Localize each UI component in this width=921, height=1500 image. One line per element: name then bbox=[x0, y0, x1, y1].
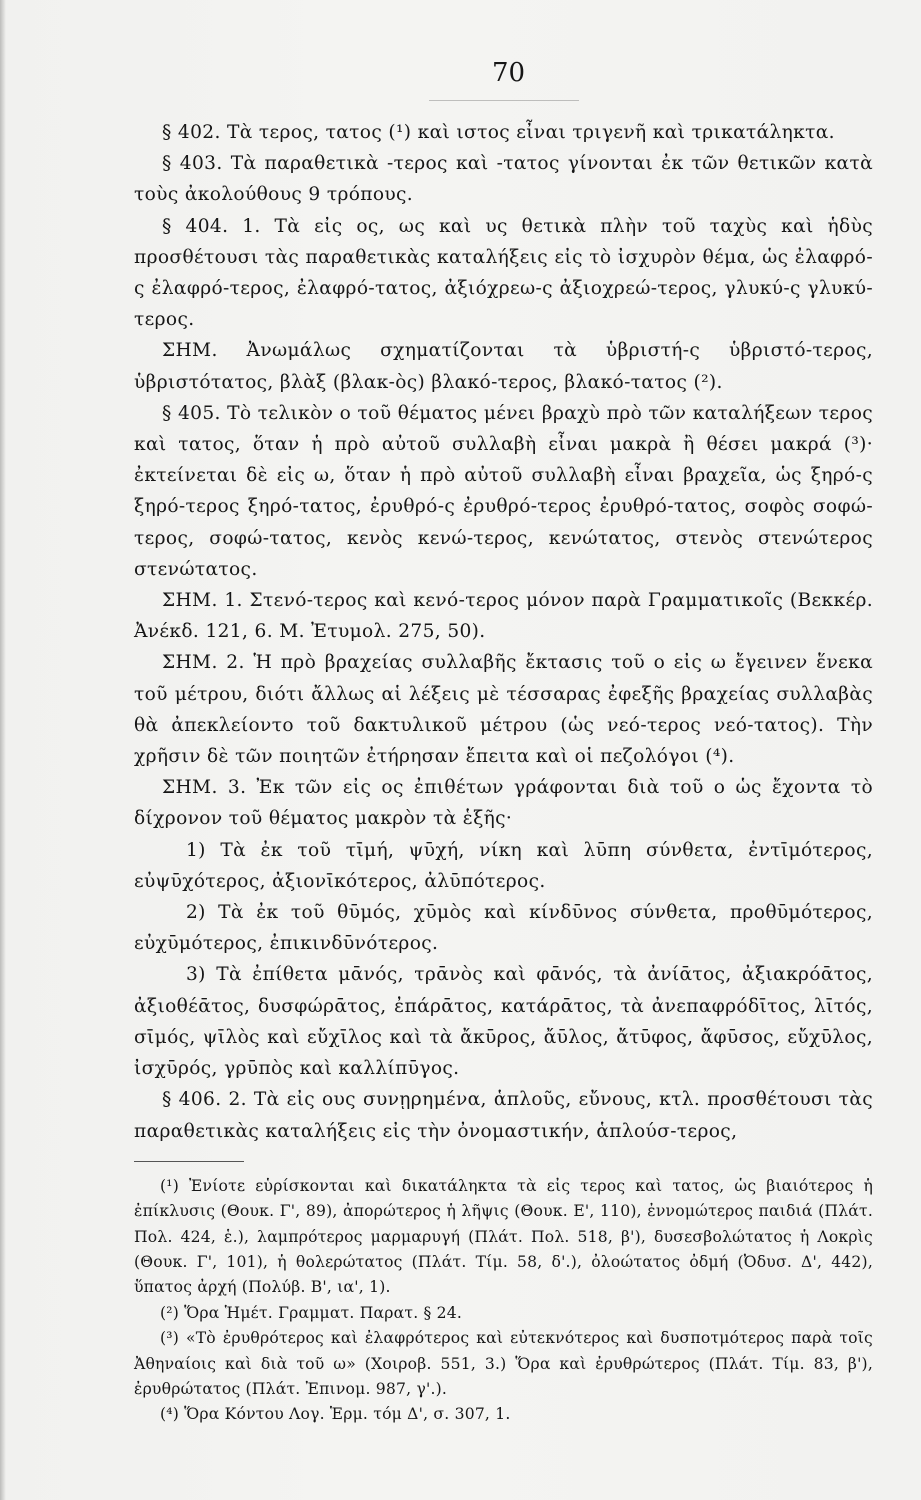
paragraph-405: § 405. Τὸ τελικὸν ο τοῦ θέματος μένει βραχὺ πρὸ τῶν καταλήξεων τερος καὶ τατος, ὅταν ἡ πρὸ αὐτοῦ συλλαβὴ εἶναι μακρὰ ἢ θέσει μακρά (³)· ἐκτείνεται δὲ εἰς ω, ὅταν ἡ πρὸ αὐτοῦ συλλαβὴ εἶναι βραχεῖα, ὡς ξηρό-ς ξηρό-τερος ξηρό-τατος, ἐρυθρό-ς ἐρυθρό-τερος ἐρυθρό-τατος, σοφὸς σοφώ-τερος, σοφώ-τατος, κενὸς κενώ-τερος, κενώτατος, στενὸς στενώτερος στενώτατος. bbox=[134, 402, 873, 580]
list-item-3: 3) Τὰ ἐπίθετα μᾱνός, τρᾱνὸς καὶ φᾱνός, τὰ ἀνίᾱτος, ἀξιακρόᾱτος, ἀξιοθέᾱτος, δυσφώρᾱτος, ἐπάρᾱτος, κατάρᾱτος, τὰ ἀνεπαφρόδῑτος, λῑτός, σῑμός, ψῑλὸς καὶ εὔχῑλος καὶ τὰ ἄκῡρος, ἄῡλος, ἄτῡφος, ἄφῡσος, εὔχῡλος, ἰσχῡρός, γρῡπὸς καὶ καλλίπῡγος. bbox=[134, 964, 873, 1080]
page-gutter-shadow bbox=[0, 0, 6, 1500]
paragraph-403: § 403. Τὰ παραθετικὰ -τερος καὶ -τατος γίνονται ἐκ τῶν θετικῶν κατὰ τοὺς ἀκολούθους 9 τρόπους. bbox=[134, 153, 873, 206]
footnote-3: (³) «Τὸ ἐρυθρότερος καὶ ἐλαφρότερος καὶ εὐτεκνότερος καὶ δυσποτμότερος παρὰ τοῖς Ἀθηναίοις καὶ διὰ τοῦ ω» (Χοιροβ. 551, 3.) Ὅρα καὶ ἐρυθρώτερος (Πλάτ. Τίμ. 83, β'), ἐρυθρώτατος (Πλάτ. Ἐπινομ. 987, γ'.). bbox=[134, 1329, 873, 1398]
paragraph-402: § 402. Τὰ τερος, τατος (¹) καὶ ιστος εἶναι τριγενῆ καὶ τρικατάληκτα. bbox=[162, 122, 835, 143]
footnote-2: (²) Ὅρα Ἡμέτ. Γραμματ. Παρατ. § 24. bbox=[160, 1303, 463, 1322]
list-item-1: 1) Τὰ ἐκ τοῦ τῑμή, ψῡχή, νίκη καὶ λῡπη σύνθετα, ἐντῑμότερος, εὐψῡχότερος, ἀξιονῑκότερος, ἀλῡπότερος. bbox=[134, 839, 873, 892]
note-405-3: ΣΗΜ. 3. Ἐκ τῶν εἰς ος ἐπιθέτων γράφονται διὰ τοῦ ο ὡς ἔχοντα τὸ δίχρονον τοῦ θέματος μακρὸν τὰ ἑξῆς· bbox=[134, 777, 873, 830]
note-405-1: ΣΗΜ. 1. Στενό-τερος καὶ κενό-τερος μόνον παρὰ Γραμματικοῖς (Βεκκέρ. Ἀνέκδ. 121, 6. Μ. Ἐτυμολ. 275, 50). bbox=[134, 590, 873, 643]
note-404: ΣΗΜ. Ἀνωμάλως σχηματίζονται τὰ ὑβριστή-ς ὑβριστό-τερος, ὑβριστότατος, βλὰξ (βλακ-ὸς) βλακό-τερος, βλακό-τατος (²). bbox=[134, 340, 873, 393]
page-number: 70 bbox=[491, 58, 526, 88]
note-405-2: ΣΗΜ. 2. Ἡ πρὸ βραχείας συλλαβῆς ἔκτασις τοῦ ο εἰς ω ἔγεινεν ἕνεκα τοῦ μέτρου, διότι ἄλλως αἱ λέξεις μὲ τέσσαρας ἐφεξῆς βραχείας συλλαβὰς θὰ ἀπεκλείοντο τοῦ δακτυλικοῦ μέτρου (ὡς νεό-τερος νεό-τατος). Τὴν χρῆσιν δὲ τῶν ποιητῶν ἐτήρησαν ἔπειτα καὶ οἱ πεζολόγοι (⁴). bbox=[134, 652, 873, 768]
paragraph-406: § 406. 2. Τὰ εἰς ους συνῃρημένα, ἁπλοῦς, εὔνους, κτλ. προσθέτουσι τὰς παραθετικὰς καταλήξεις εἰς τὴν ὀνομαστικήν, ἁπλούσ-τερος, bbox=[134, 1089, 873, 1142]
footnotes bbox=[134, 1174, 873, 1428]
header-ornament bbox=[429, 94, 579, 101]
footnote-divider bbox=[134, 1161, 244, 1162]
footnote-1: (¹) Ἐνίοτε εὑρίσκονται καὶ δικατάληκτα τὰ εἰς τερος καὶ τατος, ὡς βιαιότερος ἡ ἐπίκλυσις (Θουκ. Γ', 89), ἀπορώτερος ἡ λῆψις (Θουκ. Ε', 110), ἐννομώτερος παιδιά (Πλάτ. Πολ. 424, ἑ.), λαμπρότερος μαρμαρυγή (Πλάτ. Πολ. 518, β'), δυσεσβολώτατος ἡ Λοκρὶς (Θουκ. Γ', 101), ἡ θολερώτατος (Πλάτ. Τίμ. 58, δ'.), ὀλοώτατος ὀδμή (Ὀδυσ. Δ', 442), ὕπατος ἀρχή (Πολύβ. Β', ια', 1). bbox=[134, 1176, 873, 1297]
main-text bbox=[134, 117, 873, 1147]
footnote-4: (⁴) Ὅρα Κόντου Λογ. Ἑρμ. τόμ Δ', σ. 307, 1. bbox=[160, 1405, 511, 1424]
list-item-2: 2) Τὰ ἐκ τοῦ θῡμός, χῡμὸς καὶ κίνδῡνος σύνθετα, προθῡμότερος, εὐχῡμότερος, ἐπικινδῡνότερος. bbox=[134, 902, 873, 955]
paragraph-404: § 404. 1. Τὰ εἰς ος, ως καὶ υς θετικὰ πλὴν τοῦ ταχὺς καὶ ἡδὺς προσθέτουσι τὰς παραθετικὰς καταλήξεις εἰς τὸ ἰσχυρὸν θέμα, ὡς ἐλαφρό-ς ἐλαφρό-τερος, ἐλαφρό-τατος, ἀξιόχρεω-ς ἀξιοχρεώ-τερος, γλυκύ-ς γλυκύ-τερος. bbox=[134, 215, 873, 331]
